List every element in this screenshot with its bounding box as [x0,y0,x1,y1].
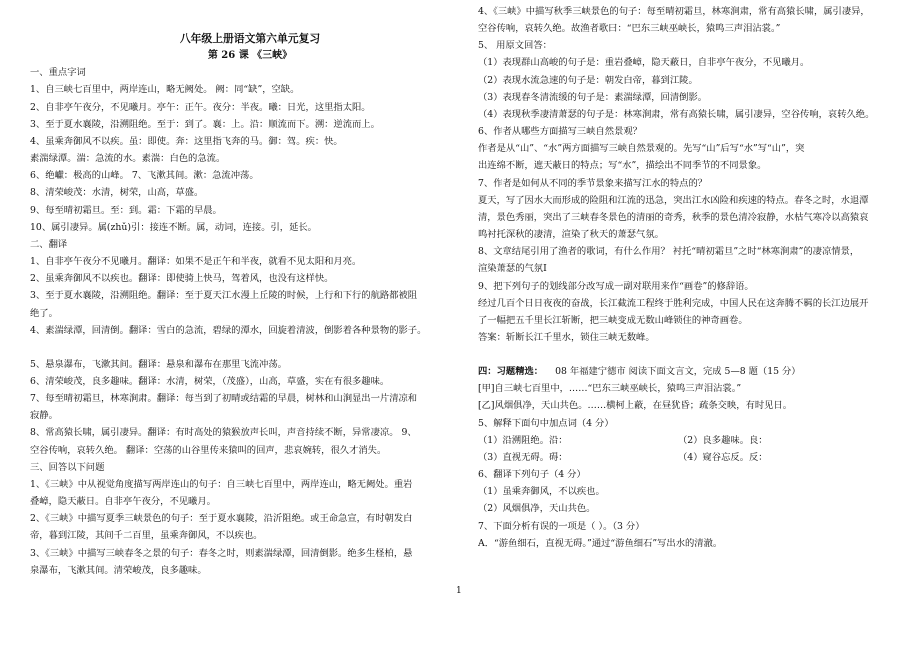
left-column [30,30,450,579]
text-line [30,339,450,356]
text-line: 素湍绿潭。湍：急流的水。素湍：白色的急流。 [30,153,226,165]
text-line: 渲染萧瑟的气氛Ⅰ [478,263,547,275]
section-four-label: 四：习题精选： [478,366,544,378]
text-line: 2、自非亭午夜分，不见曦月。亭午：正午。夜分：半夜。曦：日光，这里指太阳。 [30,101,371,113]
text-line: 鸣衬托深秋的凄清，渲染了秋天的萧瑟气氛。 [478,229,664,241]
text-line: 4、虽乘奔御风不以疾。虽：即使。奔：这里指飞奔的马。御：驾。疾：快。 [30,135,343,147]
text-line: 6、作者从哪些方面描写三峡自然景观？ [478,126,642,138]
text-line [478,346,896,363]
exercise-text-block [478,380,896,431]
text-line: 10、属引凄异。属(zhǔ)引：接连不断。属，动词，连接。引，延长。 [30,221,317,233]
lesson-subtitle: 第 26 课 《三峡》 [207,50,293,62]
text-line: 泉瀑布，飞漱其间。清荣峻茂，良多趣味。 [30,564,207,576]
word-explain-pairs [478,432,896,466]
text-line: 8、文章结尾引用了渔者的歌词，有什么作用？ 衬托“晴初霜旦”之时“林寒涧肃”的凄凉情景， [478,246,860,258]
question-pair-row [478,432,896,449]
text-line: 夏天，写了因水大而形成的险阻和江流的迅急，突出江水凶险和疾速的特点。春冬之时，水退潭 [478,194,869,206]
right-column [478,3,896,552]
section-four-heading [478,363,896,380]
text-line: 叠嶂，隐天蔽日。自非亭午夜分，不见曦月。 [30,496,216,508]
text-line: 4、素湍绿潭，回清倒。翻译：雪白的急流，碧绿的潭水，回旋着清波，倒影着各种景物的影子。 [30,324,427,336]
text-line: （2）风烟俱净，天山共色。 [478,503,596,515]
section-four-source: 08 年福建宁德市 阅读下面文言文，完成 5—8 题（15 分） [555,366,801,378]
text-line: （3）表现春冬清流缓的句子是：素湍绿潭，回清倒影。 [478,91,708,103]
text-line: 2、虽乘奔御风不以疾也。翻译：即使骑上快马，驾着风，也没有这样快。 [30,273,334,285]
document-title: 八年级上册语文第六单元复习 [179,32,321,45]
text-line: 1、《三峡》中从视觉角度描写两岸连山的句子：自三峡七百里中，两岸连山，略无阙处。重岩 [30,478,413,490]
text-line: 清，景色秀丽，突出了三峡春冬景色的清丽的奇秀，秋季的景色清冷寂静，水枯气寒冷以高猿哀 [478,211,869,223]
text-line: [乙]风烟俱净，天山共色。……横柯上蔽，在昼犹昏；疏条交映，有时见日。 [478,400,793,412]
text-line: 一、重点字词 [30,67,86,79]
text-line: 出连绵不断，遮天蔽日的特点；写“水”，描绘出不同季节的不同景象。 [478,160,767,172]
text-line: （1）虽乘奔御风，不以疾也。 [478,486,605,498]
text-line: 3、至于夏水襄陵，沿溯阻绝。至于：到了。襄：上。沿：顺流而下。溯：逆流而上。 [30,118,380,130]
text-line: 帝，暮到江陵，其间千二百里，虽乘奔御风，不以疾也。 [30,530,263,542]
text-line: 1、自非亭午夜分不见曦月。翻译：如果不是正午和半夜，就看不见太阳和月亮。 [30,256,362,268]
text-line: 7、每至晴初霜旦，林寒涧肃。翻译：每当到了初晴或结霜的早晨，树林和山涧显出一片清凉和 [30,393,418,405]
text-line: 了一幅把五千里长江斩断，把三峡变成无数山峰锁住的神奇画卷。 [478,314,748,326]
text-line: （2）表现水流急速的句子是：朝发白帝，暮到江陵。 [478,74,698,86]
text-line: 绝了。 [30,307,58,319]
page-number: 1 [456,586,462,596]
text-line: 3、至于夏水襄陵，沿溯阻绝。翻译：至于夏天江水漫上丘陵的时候，上行和下行的航路都被阻 [30,290,418,302]
text-line: 3、《三峡》中描写三峡春冬之景的句子：春冬之时，则素湍绿潭，回清倒影。绝多生柽柏，悬 [30,547,413,559]
text-line: 答案：斩断长江千里水，锁住三峡无数峰。 [478,331,655,343]
text-line: 6、绝巘：极高的山峰。 7、飞漱其间。漱：急流冲荡。 [30,170,259,182]
question-item: （4）窥谷忘反。反： [678,451,768,463]
right-text-block [478,3,896,363]
text-line: 6、翻译下列句子（4 分） [478,469,586,481]
text-line: 8、清荣峻茂：水清，树荣，山高，草盛。 [30,187,204,199]
text-line: 2、《三峡》中描写夏季三峡景色的句子：至于夏水襄陵，沿沂阻绝。或王命急宣，有时朝发白 [30,513,413,525]
text-line: 1、自三峡七百里中，两岸连山，略无阙处。 阙：同“缺”，空缺。 [30,84,300,96]
question-item: （2）良多趣味。良： [678,434,768,446]
text-line: （1）表现群山高峻的句子是：重岩叠嶂，隐天蔽日，自非亭午夜分，不见曦月。 [478,57,810,69]
text-line: 7、下面分析有误的一项是（ ）。（3 分） [478,520,645,532]
text-line: 6、清荣峻茂，良多趣味。翻译：水清，树荣，（茂盛），山高，草盛，实在有很多趣味。 [30,375,390,387]
text-line: （4）表现秋季凄清萧瑟的句子是：林寒涧肃，常有高猿长啸，属引凄异，空谷传响，哀转久绝。 [478,108,875,120]
text-line: 5、悬泉瀑布，飞漱其间。翻译：悬泉和瀑布在那里飞流冲荡。 [30,358,287,370]
text-line: 9、把下列句子的划线部分改写成一副对联用来作“画卷”的修辞语。 [478,280,754,292]
left-text-block [30,64,450,579]
text-line: 5、解释下面句中加点词（4 分） [478,417,614,429]
text-line: 作者是从“山”、“水”两方面描写三峡自然景观的。先写“山”后写“水”写“山”，突 [478,143,805,155]
text-line: 8、常高猿长啸，属引凄异。翻译：有时高处的猿猴放声长叫，声音持续不断，异常凄凉。 9、 [30,427,417,439]
text-line: 7、作者是如何从不同的季节景象来描写江水的特点的？ [478,177,708,189]
text-line: [甲]自三峡七百里中，……“巴东三峡巫峡长，猿鸣三声泪沾裳。” [478,383,742,395]
text-line: 经过几百个日日夜夜的奋战，长江截流工程终于胜利完成，中国人民在这奔腾不羁的长江边展开 [478,297,869,309]
question-item: （1）沿溯阻绝。沿： [478,434,568,446]
question-item: （3）直视无碍。碍： [478,451,568,463]
exercise-text-block-2 [478,466,896,552]
text-line: A．“游鱼细石，直视无碍。”通过“游鱼细石”写出水的清澈。 [478,537,723,549]
text-line: 9、每至晴初霜旦。至：到。霜：下霜的早晨。 [30,204,222,216]
text-line: 4、《三峡》中描写秋季三峡景色的句子：每至晴初霜旦，林寒涧肃，常有高猿长啸，属引凄异， [478,6,870,17]
text-line: 空谷传响，哀转久绝。 翻译：空荡的山谷里传来猿叫的回声，悲哀婉转，很久才消失。 [30,444,387,456]
text-line: 空谷传响，哀转久绝。故渔者歌曰：“巴东三峡巫峡长，猿鸣三声泪沾裳。” [478,23,781,35]
question-pair-row [478,449,896,466]
text-line: 寂静。 [30,410,58,422]
text-line: 三、回答以下问题 [30,461,105,473]
text-line: 5、 用原文回答： [478,40,552,52]
text-line: 二、翻译 [30,238,68,250]
